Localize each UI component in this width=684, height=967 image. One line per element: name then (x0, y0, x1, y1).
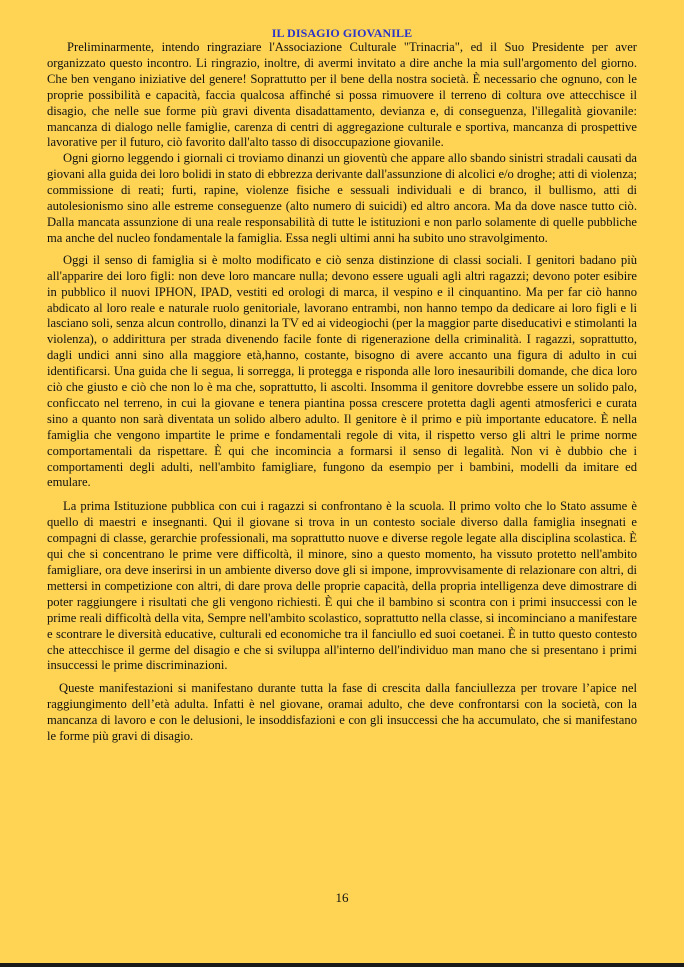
body-text (47, 40, 637, 745)
page-title: IL DISAGIO GIOVANILE (271, 26, 413, 40)
paragraph-4: La prima Istituzione pubblica con cui i ragazzi si confrontano è la scuola. Il primo volto che lo Stato assume è quello di maestri e insegnanti. Qui il giovane si trova in un contesto sociale diverso dalla famiglia insegnati e compagni di classe, gerarchie professionali, ma soprattutto nuove e diverse regole legate alla disciplina scolastica. È qui che si concentrano le prime vere difficoltà, il minore, sino a questo momento, ha vissuto protetto nell'ambito famigliare, ora deve inserirsi in un ambiente diverso dove gli si impone, improvvisamente di relazionare con altri, di mettersi in competizione con altri, di dare prova delle proprie capacità, della propria intelligenza deve dimostrare di poter raggiungere i risultati che gli vengono richiesti. È qui che il bambino si scontra con i primi insuccessi con le prime reali difficoltà della vita, Sempre nell'ambito scolastico, soprattutto nella classe, si incominciano a manifestare e scontrare le diversità educative, culturali ed economiche tra il fanciullo ed suoi coetanei. È in tutto questo contesto che attecchisce il germe del disagio e che si sviluppa all'interno dell'individuo man mano che si presentano i primi insuccessi le prime discriminazioni. (47, 499, 637, 673)
paragraph-2: Ogni giorno leggendo i giornali ci troviamo dinanzi un gioventù che appare allo sbando sinistri stradali causati da giovani alla guida dei loro bolidi in stato di ebbrezza derivante dall'assunzione di alcolici e/o droghe; atti di violenza; commissione di reati; furti, rapine, violenze fisiche e sessuali individuali e di branco, il bullismo, atti di autolesionismo sino alle estreme conseguenze (alto numero di suicidi) ed altro ancora. Ma da dove nasce tutto ciò. Dalla mancata assunzione di una reale responsabilità di tutte le istituzioni e non parlo solamente di quelle pubbliche ma anche del nucleo fondamentale la famiglia. Essa negli ultimi anni ha subito uno stravolgimento. (47, 151, 637, 245)
page-number: 16 (335, 890, 349, 905)
bottom-divider (0, 963, 684, 967)
paragraph-3: Oggi il senso di famiglia si è molto modificato e ciò senza distinzione di classi sociali. I genitori badano più all'apparire dei loro figli: non deve loro mancare nulla; devono essere uguali agli altri ragazzi; devono poter esibire in pubblico il nuovi IPHON, IPAD, vestiti ed orologi di marca, il vespino e il cinquantino. Ma per far ciò hanno abdicato al loro reale e naturale ruolo genitoriale, lavorano entrambi, non hanno tempo da dedicare ai loro figli e li lasciano soli, senza alcun controllo, dinanzi la TV ed ai videogiochi (per la maggior parte diseducativi e stimolanti la violenza), o addirittura per strada divenendo facile fonte di rigenerazione della criminalità. I ragazzi, soprattutto, dagli undici anni sino alla maggiore età,hanno, costante, bisogno di avere accanto una figura di adulto in cui identificarsi. Una guida che li segua, li sorregga, li protegga e risponda alle loro inesauribili domande, che dica loro ciò che giusto e ciò che non lo è ma che, soprattutto, li ascolti. Insomma il genitore dovrebbe essere un solido palo, conficcato nel terreno, in cui la giovane e tenera piantina possa crescere protetta dagli agenti atmosferici e curata sino a quanto non sarà diventata un solido albero adulto. Il genitore è il primo e più importante educatore. È nella famiglia che vengono impartite le prime e fondamentali regole di vita, il rispetto verso gli altri le prime norme comportamentali da rispettare. È qui che incomincia a formarsi il senso di legalità. Non vi è dubbio che i comportamenti degli adulti, nell'ambito famigliare, fungono da esempio per i bambini, modelli da imitare ed emulare. (47, 252, 637, 490)
paragraph-1: Preliminarmente, intendo ringraziare l'Associazione Culturale "Trinacria", ed il Suo Presidente per aver organizzato questo incontro. Li ringrazio, inoltre, di avermi invitato a dire anche la mia sull'argomento del giorno. Che ben vengano iniziative del genere! Soprattutto per il bene della nostra società. È necessario che ognuno, con le proprie possibilità e capacità, faccia qualcosa affinché si possa rimuovere il terreno di coltura ove attecchisce il disagio, che nelle sue forme più gravi diventa disadattamento, devianza e, di conseguenza, l'illegalità giovanile: mancanza di dialogo nelle famiglie, carenza di centri di aggregazione culturale e sportiva, mancanza di prospettive lavorative per il futuro, ciò favorito dall'alto tasso di disoccupazione giovanile. (47, 40, 637, 150)
paragraph-5: Queste manifestazioni si manifestano durante tutta la fase di crescita dalla fanciullezza per trovare l’apice nel raggiungimento dell’età adulta. Infatti è nel giovane, oramai adulto, che deve confrontarsi con la società, con la mancanza di lavoro e con le delusioni, le insoddisfazioni e con gli insuccessi che ha accumulato, che si manifestano le forme più gravi di disagio. (47, 681, 637, 744)
